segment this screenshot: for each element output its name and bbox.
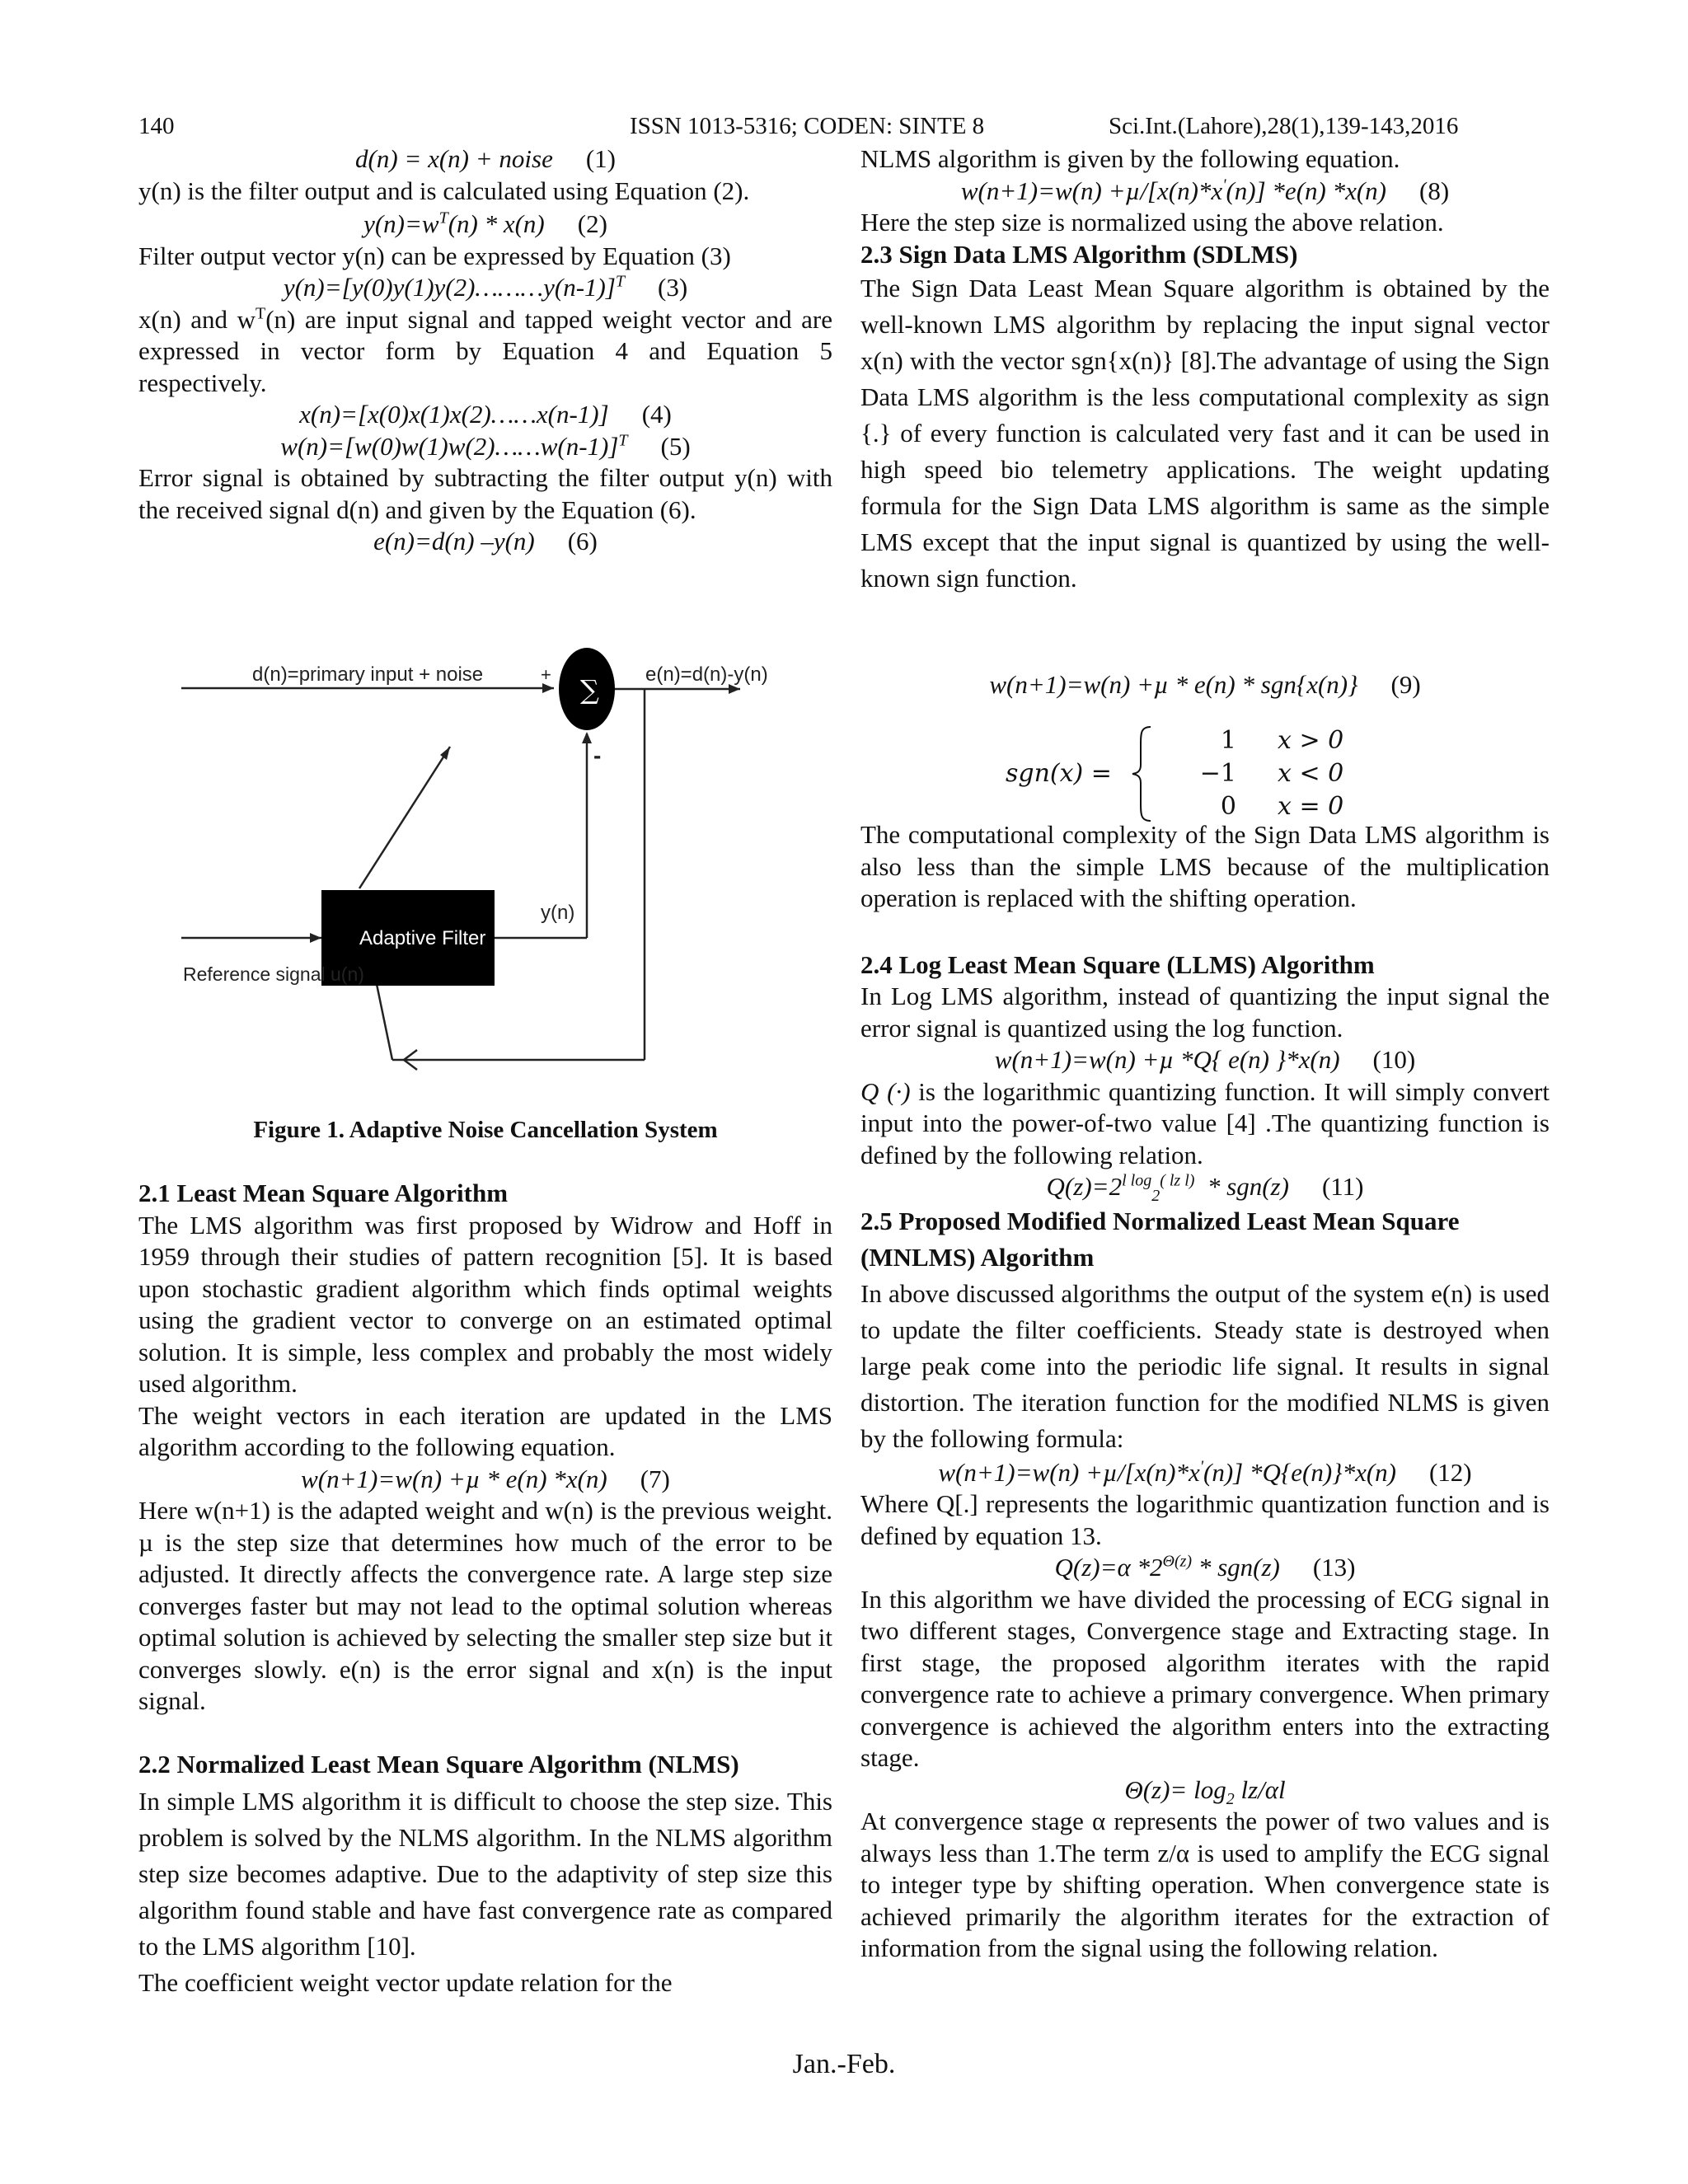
journal-issn: ISSN 1013-5316; CODEN: SINTE 8: [630, 113, 985, 139]
section-2-4-paragraph-1: In Log LMS algorithm, instead of quantizing the input signal the error signal is quantized using the log function.: [860, 982, 1550, 1043]
equation-7: w(n+1)=w(n) +µ * e(n) *x(n) (7): [301, 1464, 670, 1493]
sign-case-positive: 1 x > 0: [1220, 726, 1344, 755]
error-output-label: e(n)=d(n)-y(n): [645, 663, 768, 686]
section-2-3-paragraph-2: The computational complexity of the Sign Data LMS algorithm is also less than the simple LMS because of the multiplication operation is replaced with the shifting operation.: [860, 820, 1550, 912]
section-2-4-title: 2.4 Log Least Mean Square (LLMS) Algorithm: [860, 949, 1375, 979]
page-footer: Jan.-Feb.: [792, 2049, 896, 2079]
section-2-2-paragraph-1: In simple LMS algorithm it is difficult to choose the step size. This problem is solved by the NLMS algorithm. In the NLMS algorithm step size becomes adaptive. Due to the adaptivity of step size this algorithm found stable and have fast convergence rate as compared to the LMS algorithm [10].: [138, 1787, 832, 1961]
equation-12: w(n+1)=w(n) +µ/[x(n)*x'(n)] *Q{e(n)}*x(n) (12): [938, 1457, 1472, 1487]
equation-3: y(n)=[y(0)y(1)y(2)………y(n-1)]$^T$ (3): [283, 272, 688, 302]
paragraph-input-weight: x(n) and $w^T(n)$ are input signal and tapped weight vector and are expressed in vector form by Equation 4 and Equation 5 respectively.: [138, 304, 832, 397]
section-2-1-title: 2.1 Least Mean Square Algorithm: [138, 1179, 509, 1207]
equation-8: w(n+1)=w(n) +µ/[x(n)*x'(n)] *e(n) *x(n) (8): [960, 176, 1450, 205]
equation-13: Q(z)=α $*2^{\Theta(z)} * sgn(z)$ (13): [1054, 1552, 1356, 1582]
left-column-top: [138, 143, 832, 558]
paragraph-step-size: Here the step size is normalized using the above relation.: [860, 208, 1444, 237]
right-column-middle: [860, 819, 1550, 1965]
reference-signal-label: Reference signal u(n): [183, 963, 364, 985]
section-2-5-paragraph-4: At convergence stage α represents the power of two values and is always less than 1.The term z/α is used to amplify the ECG signal to integer type by shifting operation. When convergence state is achieved primarily the algorithm iterates for the extraction of information from the signal using the following relation.: [860, 1807, 1550, 1962]
section-2-3-paragraph-1: The Sign Data Least Mean Square algorithm is obtained by the well-known LMS algorithm by replacing the input signal vector x(n) with the vector sgn{x(n)} [8].The advantage of using the Sign Data LMS algorithm is the less computational complexity as sign {.} of every function is calculated very fast and it can be used in high speed bio telemetry applications. The weight updating formula for the Sign Data LMS algorithm is same as the simple LMS except that the input signal is quantized by using the well-known sign function.: [860, 274, 1550, 593]
equation-11: $Q(z)=2^{l log}_2^{( lz l)} * sgn(z)$ (11): [1046, 1171, 1364, 1206]
sign-function-definition: [997, 725, 1426, 823]
paragraph-error-signal: Error signal is obtained by subtracting the filter output y(n) with the received signal d(n) and given by the Equation (6).: [138, 463, 832, 524]
adaptive-noise-cancellation-diagram: [171, 635, 768, 1071]
paragraph-nlms-intro: NLMS algorithm is given by the following equation.: [860, 144, 1400, 173]
page-number: 140: [138, 113, 175, 139]
figure-caption: Figure 1. Adaptive Noise Cancellation System: [253, 1117, 718, 1143]
journal-citation: Sci.Int.(Lahore),28(1),139-143,2016: [1109, 113, 1459, 139]
equation-9: w(n+1)=w(n) +µ * e(n) * sgn{x(n)} (9): [989, 670, 1421, 699]
equation-10: w(n+1)=w(n) +µ *Q{ e(n) }*x(n) (10): [994, 1045, 1416, 1074]
sign-case-negative: −1 x < 0: [1199, 759, 1344, 788]
right-column: [860, 143, 1550, 597]
section-2-2-paragraph-2: The coefficient weight vector update relation for the: [138, 1968, 673, 1997]
left-brace: [1129, 725, 1154, 823]
paragraph-filter-output: y(n) is the filter output and is calculated using Equation (2).: [138, 176, 750, 205]
section-2-3-title: 2.3 Sign Data LMS Algorithm (SDLMS): [860, 239, 1298, 269]
adaptation-arrow: [359, 747, 450, 888]
section-2-5-title: 2.5 Proposed Modified Normalized Least Mean Square (MNLMS) Algorithm: [860, 1206, 1460, 1272]
sign-function-label: sgn(x) =: [1006, 759, 1112, 788]
section-2-5-paragraph-1: In above discussed algorithms the output of the system e(n) is used to update the filter coefficients. Steady state is destroyed when large peak come into the periodic life signal. It results in signal distortion. The iteration function for the modified NLMS is given by the following formula:: [860, 1278, 1550, 1453]
section-2-5-paragraph-3: In this algorithm we have divided the processing of ECG signal in two different stages, Convergence stage and Extracting stage. In first stage, the proposed algorithm iterates with the rapid convergence rate to achieve a primary convergence. When primary convergence is achieved the algorithm enters into the extracting stage.: [860, 1584, 1550, 1772]
primary-input-label: d(n)=primary input + noise: [252, 663, 484, 686]
equation-theta: $\Theta(z)= \log_2 lz/\alpha l$: [1124, 1774, 1286, 1808]
minus-sign: -: [593, 743, 602, 768]
section-2-1-paragraph-3: Here w(n+1) is the adapted weight and w(n) is the previous weight. µ is the step size that determines how much of the error to be adjusted. It directly affects the convergence rate. A large step size converges faster but may not lead to the optimal solution whereas optimal solution is achieved by selecting the smaller step size but it converges slowly. e(n) is the error signal and x(n) is the input signal.: [138, 1496, 832, 1715]
section-2-4-paragraph-2: Q (·) is the logarithmic quantizing function. It will simply convert input into the power-of-two value [4] .The quantizing function is defined by the following relation.: [860, 1076, 1550, 1169]
plus-sign: +: [541, 664, 551, 685]
section-2-5-paragraph-2: Where Q[.] represents the logarithmic quantization function and is defined by equation 13.: [860, 1489, 1550, 1550]
section-2-1-paragraph-1: The LMS algorithm was first proposed by Widrow and Hoff in 1959 through their studies of pattern recognition [5]. It is based upon stochastic gradient algorithm which finds optimal weights using the gradient vector to converge on an estimated optimal solution. It is simple, less complex and probably the most widely used algorithm.: [138, 1210, 832, 1398]
equation-2: $y(n)=w^T(n) * x(n)$ (2): [363, 209, 607, 238]
sign-case-zero: 0 x = 0: [1220, 792, 1344, 821]
paragraph-filter-vector: Filter output vector y(n) can be expressed by Equation (3): [138, 241, 731, 270]
sum-symbol: ∑: [580, 674, 599, 705]
adaptive-filter-label: Adaptive Filter: [359, 927, 486, 949]
section-2-1-paragraph-2: The weight vectors in each iteration are updated in the LMS algorithm according to the following equation.: [138, 1400, 832, 1461]
equation-4: x(n)=[x(0)x(1)x(2)……x(n-1)] (4): [299, 400, 672, 429]
left-column-bottom: [138, 1178, 832, 2001]
section-2-2-title: 2.2 Normalized Least Mean Square Algorithm (NLMS): [138, 1749, 739, 1779]
yn-label: y(n): [541, 902, 575, 924]
equation-5: w(n)=[w(0)w(1)w(2)……w(n-1)]$^T$ (5): [280, 431, 691, 461]
equation-6: e(n)=d(n) –y(n) (6): [373, 527, 598, 555]
equation-1: d(n) = x(n) + noise (1): [355, 144, 616, 173]
